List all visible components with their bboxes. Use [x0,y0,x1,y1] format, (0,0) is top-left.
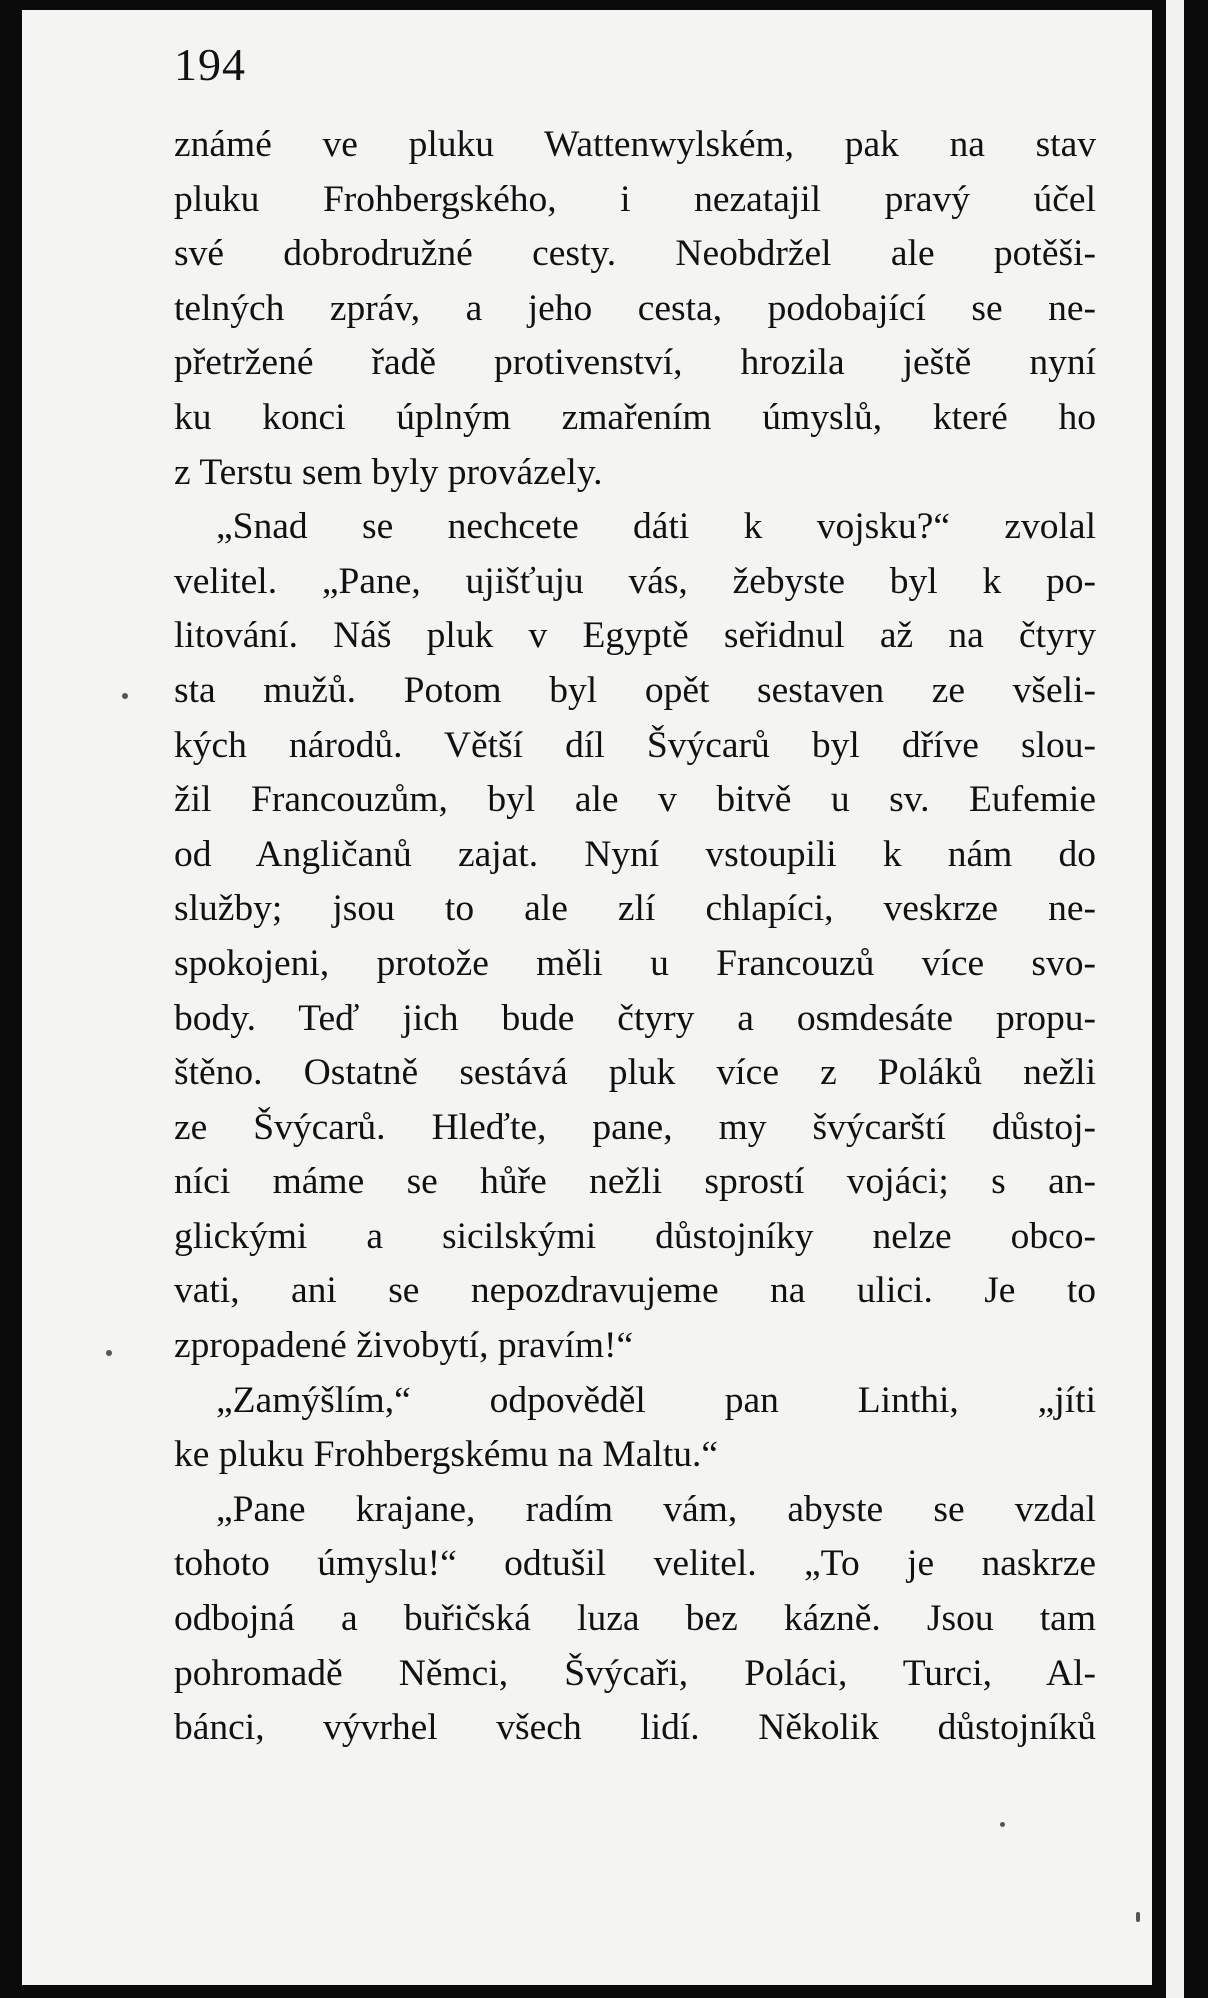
text-line: kých národů. Větší díl Švýcarů byl dříve slou- [174,724,1096,766]
print-speck [122,693,128,699]
text-line: glickými a sicilskými důstojníky nelze obco- [174,1215,1096,1257]
text-line: z Terstu sem byly provázely. [174,451,603,493]
text-line: své dobrodružné cesty. Neobdržel ale potěši- [174,233,1096,275]
text-line: od Angličanů zajat. Nyní vstoupili k nám do [174,833,1096,875]
text-line: pohromadě Němci, Švýcaři, Poláci, Turci, Al- [174,1652,1096,1694]
text-line: níci máme se hůře nežli sprostí vojáci; s an- [174,1161,1096,1203]
text-line: ke pluku Frohbergskému na Maltu.“ [174,1434,719,1476]
text-line: odbojná a buřičská luza bez kázně. Jsou tam [174,1598,1096,1640]
text-line: litování. Náš pluk v Egyptě seřidnul až na čtyry [174,615,1096,657]
page-edge [1166,0,1184,1998]
page-number: 194 [174,39,246,90]
print-speck [1000,1822,1005,1827]
text-line: služby; jsou to ale zlí chlapíci, veskrze ne- [174,888,1096,930]
print-speck [106,1350,112,1356]
text-line: spokojeni, protože měli u Francouzů více svo- [174,942,1096,984]
text-line: tohoto úmyslu!“ odtušil velitel. „To je naskrze [174,1543,1096,1585]
text-line: „Zamýšlím,“ odpověděl pan Linthi, „jíti [216,1379,1096,1421]
text-line: body. Teď jich bude čtyry a osmdesáte propu- [174,997,1096,1039]
text-line: „Snad se nechcete dáti k vojsku?“ zvolal [216,506,1096,548]
text-line: přetržené řadě protivenství, hrozila ještě nyní [174,342,1096,384]
text-line: velitel. „Pane, ujišťuju vás, žebyste byl k po- [174,560,1096,602]
text-line: známé ve pluku Wattenwylském, pak na stav [174,124,1096,165]
text-line: pluku Frohbergského, i nezatajil pravý účel [174,178,1096,220]
text-line: sta mužů. Potom byl opět sestaven ze všeli- [174,669,1096,711]
page-text [174,118,1096,1756]
text-line: zpropadené živobytí, pravím!“ [174,1325,634,1367]
text-line: bánci, vývrhel všech lidí. Několik důstojníků [174,1707,1096,1749]
text-line: ze Švýcarů. Hleďte, pane, my švýcarští důstoj- [174,1106,1096,1148]
text-line: telných zpráv, a jeho cesta, podobající se ne- [174,287,1096,329]
text-line: vati, ani se nepozdravujeme na ulici. Je to [174,1270,1096,1312]
print-speck [1136,1912,1140,1922]
text-line: štěno. Ostatně sestává pluk více z Poláků nežli [174,1052,1096,1094]
text-line: ku konci úplným zmařením úmyslů, které ho [174,396,1096,438]
text-line: „Pane krajane, radím vám, abyste se vzdal [216,1488,1096,1530]
text-line: žil Francouzům, byl ale v bitvě u sv. Eufemie [174,779,1096,821]
